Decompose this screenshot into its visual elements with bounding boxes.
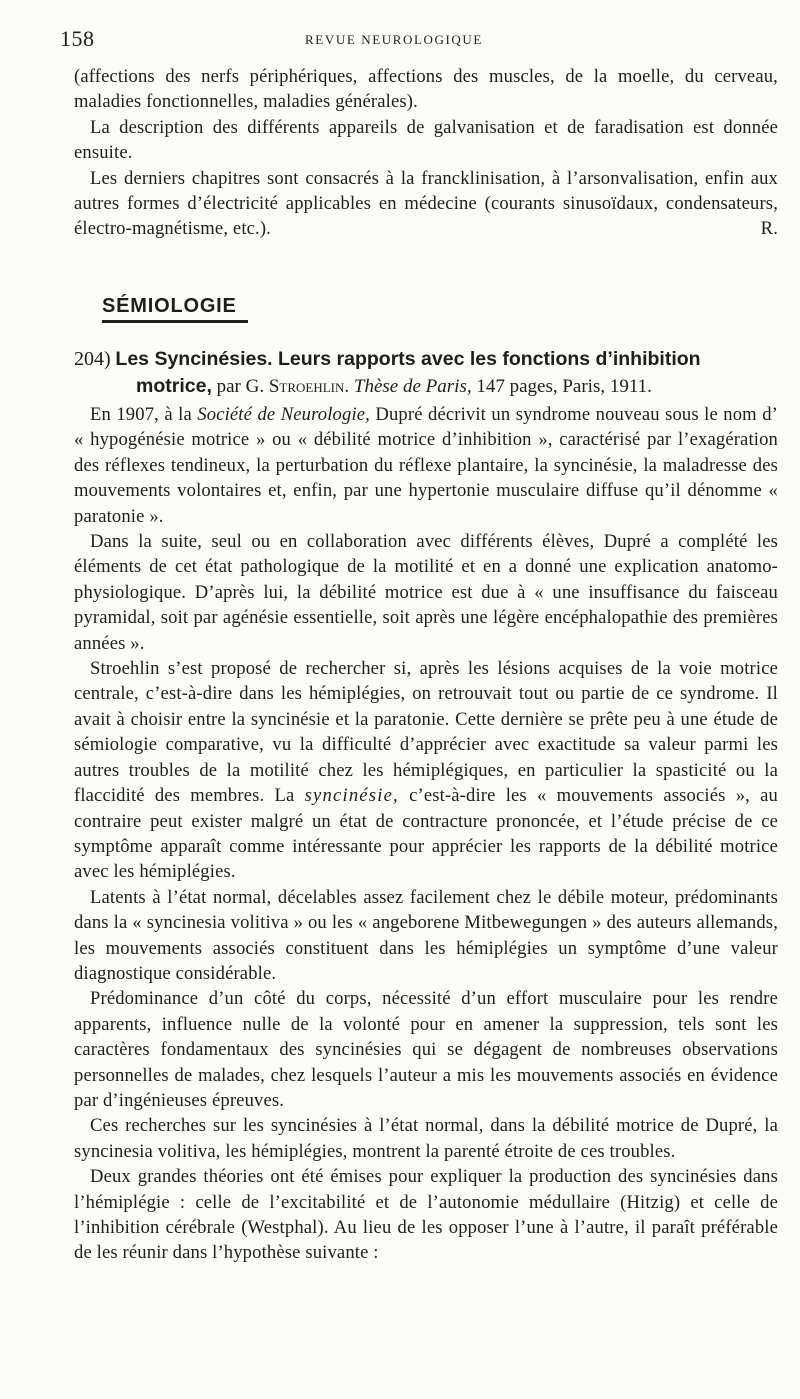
reviewer-signature: R. bbox=[760, 218, 778, 240]
body-paragraph: Latents à l’état normal, décelables assez facilement chez le débile moteur, prédominants dans la « syncinesia volitiva » ou les « angeborene Mitbewegungen » des auteurs allemands, les mouvements associés constituent dans les hémiplégies un symptôme d’une valeur diagnostique considérable. bbox=[74, 886, 778, 984]
body-paragraph: Dans la suite, seul ou en collaboration avec différents élèves, Dupré a complété les éléments de cet état pathologique de la motilité et en a donné une explication anatomo-physiologique. D’après lui, la débilité motrice est due à « une insuffisance du faisceau pyramidal, soit par agénésie essentielle, soit après une légère encéphalopathie des premières années ». bbox=[74, 531, 778, 654]
body-paragraph: Ces recherches sur les syncinésies à l’état normal, dans la débilité motrice de Dupré, la syncinesia volitiva, les hémiplégies, montrent la parenté étroite de ces troubles. bbox=[74, 1115, 778, 1162]
article-number: 204) bbox=[74, 348, 111, 370]
article-author: G. Stroehlin. bbox=[245, 376, 350, 397]
body-text: Dupré décrivit un syndrome nouveau sous le nom d’ « hypogénésie motrice » ou « débilité motrice d’inhibition », caractérisé par l’exagération des réflexes tendineux, la perturbation du réflexe plantaire, la syncinésie, la maladresse des mouvements volontaires et, enfin, par une hypertonie musculaire diffuse qu’il dénomme « paratonie ». bbox=[74, 404, 778, 527]
page-header bbox=[60, 26, 728, 56]
body-text: c’est-à-dire les « mouvements associés », au contraire peut exister malgré un état de contracture prononcée, et l’étude précise de ce symptôme apparaît comme intéressante pour apprécier les rapports de la débilité motrice avec les hémiplégies. bbox=[74, 785, 778, 883]
article-title-cont: motrice, bbox=[136, 375, 212, 397]
article-body bbox=[74, 402, 778, 1266]
intro-paragraph: (affections des nerfs périphériques, affections des muscles, de la moelle, du cerveau, maladies fonctionnelles, maladies générales). bbox=[74, 66, 778, 113]
article-thesis: Thèse de Paris, bbox=[353, 376, 472, 397]
body-text: Stroehlin s’est proposé de rechercher si, après les lésions acquises de la voie motrice centrale, c’est-à-dire dans les hémiplégies, on retrouvait tout ou partie de ce syndrome. Il avait à choisir entre la syncinésie et la paratonie. Cette dernière se prête peu à une étude de sémiologie comparative, vu la difficulté d’apprécier avec exactitude sa valeur parmi les autres troubles de la motilité chez les hémiplégiques, en particulier la spasticité ou la flaccidité des membres. La bbox=[74, 658, 778, 807]
body-paragraph bbox=[74, 656, 778, 885]
article-by: par bbox=[211, 376, 246, 397]
intro-paragraph: La description des différents appareils de galvanisation et de faradisation est donnée ensuite. bbox=[74, 116, 778, 164]
intro-text bbox=[74, 64, 778, 242]
section-heading: SÉMIOLOGIE bbox=[102, 295, 237, 317]
article-title-main: Les Syncinésies. Leurs rapports avec les fonctions d’inhibition bbox=[115, 348, 701, 370]
article-details: 147 pages, Paris, 1911. bbox=[471, 376, 652, 397]
intro-paragraph bbox=[74, 166, 778, 242]
body-paragraph: Deux grandes théories ont été émises pour expliquer la production des syncinésies dans l’hémiplégie : celle de l’excitabilité et de l’autonomie médullaire (Hitzig) et celle de l’inhibition cérébrale (Westphal). Au lieu de les opposer l’une à l’autre, il paraît préférable de les réunir dans l’hypothèse suivante : bbox=[74, 1166, 778, 1264]
intro-paragraph-text: Les derniers chapitres sont consacrés à la francklinisation, à l’arsonvalisation, enfin aux autres formes d’électricité applicables en médecine (courants sinusoïdaux, condensateurs, électro-magnétisme, etc.). bbox=[74, 167, 778, 240]
article-title-line2 bbox=[74, 373, 782, 400]
term-syncinesie: syncinésie, bbox=[304, 785, 399, 807]
section-underline bbox=[102, 320, 248, 323]
journal-name: Société de Neurologie, bbox=[197, 404, 370, 425]
article-title bbox=[74, 346, 782, 400]
page-number: 158 bbox=[60, 26, 95, 51]
body-paragraph bbox=[74, 402, 778, 529]
body-text: En 1907, à la bbox=[90, 404, 198, 425]
body-paragraph: Prédominance d’un côté du corps, nécessité d’un effort musculaire pour les rendre apparents, influence nulle de la volonté pour en amener la suppression, tels sont les caractères fondamentaux des syncinésies qui se dégagent de nombreuses observations personnelles de malades, chez lesquels l’auteur a mis les mouvements associés en évidence par d’ingénieuses épreuves. bbox=[74, 988, 778, 1111]
running-title: REVUE NEUROLOGIQUE bbox=[305, 32, 483, 47]
